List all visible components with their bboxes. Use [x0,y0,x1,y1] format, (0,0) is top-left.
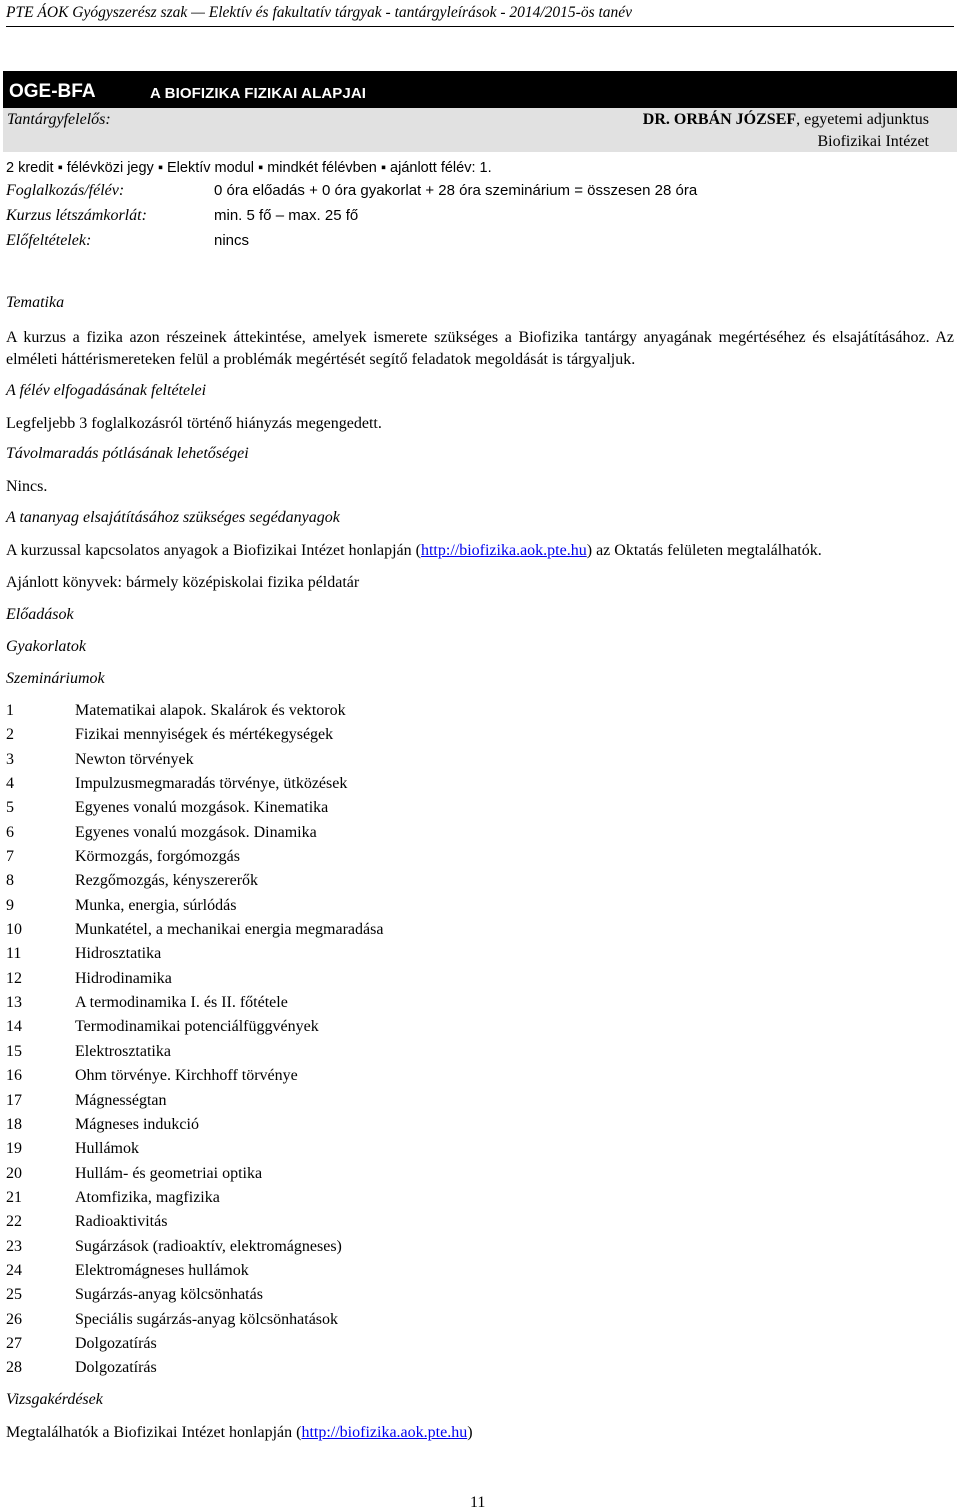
seminar-topic: Hidrosztatika [75,945,162,963]
capacity-value: min. 5 fő – max. 25 fő [214,207,359,224]
seminar-topic: Radioaktivitás [75,1213,168,1231]
seminar-number: 2 [6,726,14,744]
seminar-row [6,1139,706,1163]
exam-text [6,1422,954,1444]
seminar-number: 15 [6,1042,22,1060]
seminar-row [6,847,706,871]
seminar-topic: Dolgozatírás [75,1334,157,1352]
seminar-topic: Sugárzások (radioaktív, elektromágneses) [75,1237,342,1255]
seminar-topic: Sugárzás-anyag kölcsönhatás [75,1286,263,1304]
seminar-row [6,798,706,822]
responsible-label: Tantárgyfelelős: [7,111,111,128]
capacity-label: Kurzus létszámkorlát: [6,207,147,224]
sessions-value: 0 óra előadás + 0 óra gyakorlat + 28 óra szeminárium = összesen 28 óra [214,182,698,199]
absence-text: Nincs. [6,478,48,495]
seminar-topic: Dolgozatírás [75,1359,157,1377]
seminar-number: 23 [6,1237,22,1255]
seminar-number: 24 [6,1261,22,1279]
seminar-row [6,944,706,968]
course-title: A BIOFIZIKA FIZIKAI ALAPJAI [150,85,367,102]
seminar-number: 14 [6,1018,22,1036]
seminar-topic: Mágnességtan [75,1091,167,1109]
page-number: 11 [470,1494,486,1511]
responsible-bar [3,108,957,152]
seminar-topic: Termodinamikai potenciálfüggvények [75,1018,319,1036]
tematika-heading: Tematika [6,294,65,311]
seminar-topic: Atomfizika, magfizika [75,1188,220,1206]
seminar-number: 1 [6,702,14,719]
seminar-row [6,969,706,993]
seminar-topic: Speciális sugárzás-anyag kölcsönhatások [75,1310,339,1328]
seminar-topic: Mágneses indukció [75,1115,199,1133]
capacity-row [6,206,358,226]
seminar-topic: Matematikai alapok. Skalárok és vektorok [75,702,346,719]
books-text: Ajánlott könyvek: bármely középiskolai fizika példatár [6,574,360,591]
seminar-number: 4 [6,775,14,793]
seminar-topic: Egyenes vonalú mozgások. Dinamika [75,823,317,841]
seminar-topic: Hullám- és geometriai optika [75,1164,263,1182]
materials-text [6,540,954,562]
seminar-number: 18 [6,1115,22,1133]
sessions-row [6,181,697,201]
seminar-number: 25 [6,1286,22,1304]
seminar-topic: Munka, energia, súrlódás [75,896,237,914]
exam-heading: Vizsgakérdések [6,1391,103,1408]
seminar-number: 28 [6,1359,22,1377]
seminar-row [6,1334,706,1358]
seminar-row [6,993,706,1017]
seminar-row [6,750,706,774]
seminar-number: 12 [6,969,22,987]
seminar-row [6,1285,706,1309]
seminar-row [6,1042,706,1066]
course-title-bar [3,71,957,108]
absence-heading: Távolmaradás pótlásának lehetőségei [6,445,249,462]
seminar-number: 10 [6,921,22,939]
seminar-row [6,1188,706,1212]
seminar-row [6,1358,706,1382]
seminar-number: 22 [6,1213,22,1231]
practicals-heading: Gyakorlatok [6,638,86,655]
exam-text-before: Megtalálhatók a Biofizikai Intézet honlapján ( [6,1424,302,1441]
seminar-row [6,920,706,944]
lectures-heading: Előadások [6,606,74,623]
seminar-row [6,701,706,725]
seminar-topic: Rezgőmozgás, kényszererők [75,872,259,890]
seminar-topic: Impulzusmegmaradás törvénye, ütközések [75,775,348,793]
seminars-heading: Szemináriumok [6,670,105,687]
seminar-list [6,701,706,1383]
materials-heading: A tananyag elsajátításához szükséges segédanyagok [6,509,340,526]
exam-text-after: ) [467,1424,473,1441]
seminar-number: 5 [6,799,14,817]
seminar-topic: Elektromágneses hullámok [75,1261,249,1279]
seminar-topic: Hullámok [75,1140,139,1158]
seminar-number: 20 [6,1164,22,1182]
responsible-institute: Biofizikai Intézet [817,133,929,150]
responsible-rank: , egyetemi adjunktus [796,111,929,128]
seminar-topic: Elektrosztatika [75,1042,171,1060]
seminar-topic: Fizikai mennyiségek és mértékegységek [75,726,334,744]
seminar-number: 17 [6,1091,22,1109]
seminar-row [6,1310,706,1334]
seminar-number: 6 [6,823,14,841]
seminar-topic: Hidrodinamika [75,969,172,987]
credit-line: 2 kredit ▪ félévközi jegy ▪ Elektív modul ▪ mindkét félévben ▪ ajánlott félév: 1. [6,160,492,176]
seminar-row [6,823,706,847]
tematika-text: A kurzus a fizika azon részeinek áttekintése, amelyek ismerete szükséges a Biofizika tantárgy anyagának megértéséhez és elsajátításához. Az elméleti háttérismereteken felül a problémák megértését segítő feladatok megoldását is tárgyaljuk. [6,329,954,368]
responsible-person [643,110,929,130]
seminar-number: 11 [6,945,22,963]
seminar-row [6,871,706,895]
seminar-number: 16 [6,1067,22,1085]
seminar-row [6,1091,706,1115]
seminar-topic: Munkatétel, a mechanikai energia megmaradása [75,921,384,939]
seminar-row [6,1261,706,1285]
seminar-row [6,1212,706,1236]
prereq-label: Előfeltételek: [6,232,92,249]
acceptance-text: Legfeljebb 3 foglalkozásról történő hiányzás megengedett. [6,415,382,432]
seminar-row [6,774,706,798]
seminar-number: 26 [6,1310,22,1328]
materials-text-after: ) az Oktatás felületen megtalálhatók. [586,542,822,559]
seminar-row [6,725,706,749]
seminar-row [6,1237,706,1261]
seminar-row [6,896,706,920]
seminar-topic: Ohm törvénye. Kirchhoff törvénye [75,1067,298,1085]
seminar-row [6,1164,706,1188]
seminar-number: 27 [6,1334,22,1352]
seminar-number: 13 [6,994,22,1012]
seminar-number: 3 [6,750,14,768]
sessions-label: Foglalkozás/félév: [6,182,125,199]
exam-link[interactable]: http://biofizika.aok.pte.hu [301,1424,468,1441]
seminar-number: 9 [6,896,14,914]
materials-link[interactable]: http://biofizika.aok.pte.hu [420,542,587,559]
running-header: PTE ÁOK Gyógyszerész szak — Elektív és fakultatív tárgyak - tantárgyleírások - 2014/2015-ös tanév [6,2,954,27]
seminar-topic: Körmozgás, forgómozgás [75,848,240,866]
seminar-row [6,1066,706,1090]
course-code: OGE-BFA [9,81,96,102]
seminar-topic: Egyenes vonalú mozgások. Kinematika [75,799,329,817]
seminar-number: 8 [6,872,14,890]
prereq-value: nincs [214,232,250,249]
seminar-topic: Newton törvények [75,750,194,768]
prereq-row [6,231,249,251]
seminar-number: 19 [6,1140,22,1158]
responsible-name: DR. ORBÁN JÓZSEF [642,111,797,128]
seminar-row [6,1115,706,1139]
acceptance-heading: A félév elfogadásának feltételei [6,382,207,399]
seminar-row [6,1017,706,1041]
seminar-number: 7 [6,848,14,866]
seminar-number: 21 [6,1188,22,1206]
seminar-topic: A termodinamika I. és II. főtétele [75,994,288,1012]
materials-text-before: A kurzussal kapcsolatos anyagok a Biofizikai Intézet honlapján ( [6,542,421,559]
